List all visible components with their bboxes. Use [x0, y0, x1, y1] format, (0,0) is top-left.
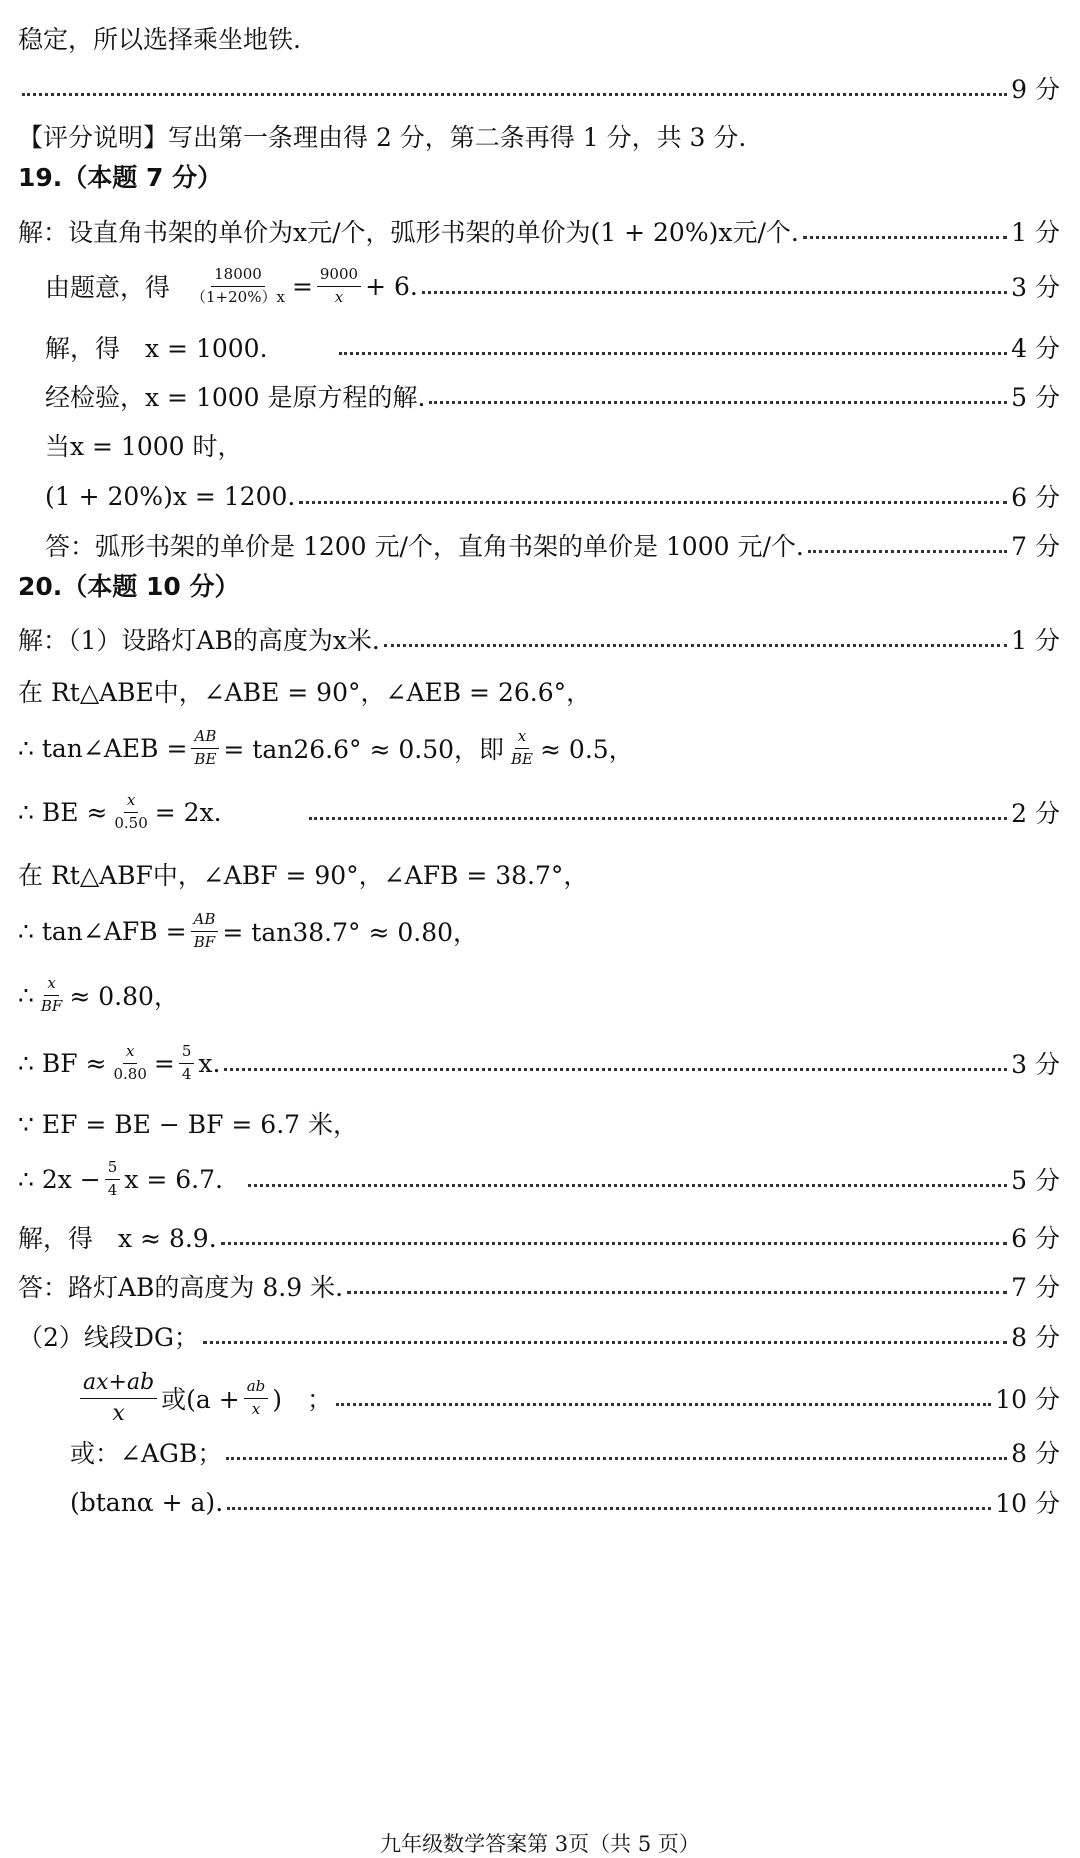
question-20-heading: 20.（本题 10 分）: [18, 572, 240, 601]
q19-step-1: 解：设直角书架的单价为x元/个，弧形书架的单价为(1 + 20%)x元/个. 1 分: [18, 209, 1060, 253]
text-line: 稳定，所以选择乘坐地铁.: [18, 25, 301, 54]
q20-step-3: ∴ tan∠AEB = $\frac{AB}{BE}$ = tan26.6° ≈ 0.50，即 $\frac{x}{BE}$ ≈ 0.5，: [18, 727, 634, 768]
fraction: $\frac{ab}{x}$: [244, 1378, 269, 1418]
question-19-heading: 19.（本题 7 分）: [18, 163, 223, 192]
fraction: $\frac{18000}{(1+20\%)x}$: [191, 265, 285, 306]
score-label: 10 分: [995, 1385, 1060, 1414]
q20-step-7: ∴ $\frac{x}{BF}$ ≈ 0.80，: [18, 974, 179, 1015]
fraction: $\frac{x}{BF}$: [40, 974, 63, 1015]
dot-leader: [309, 817, 1007, 820]
dot-leader: [339, 352, 1007, 355]
q19-step-3: 解，得 x = 1000. 4 分: [45, 325, 1060, 369]
fraction: $\frac{x}{0.80}$: [113, 1042, 147, 1083]
q20-step-1: 解：（1）设路灯AB的高度为x米. 1 分: [18, 617, 1060, 661]
fraction: $\frac{AB}{BE}$: [191, 728, 219, 768]
dot-leader: [226, 1457, 1007, 1460]
dot-leader: [221, 1242, 1007, 1245]
score-label: 2 分: [1011, 799, 1060, 828]
score-label: 8 分: [1011, 1323, 1060, 1352]
scoring-note: 【评分说明】写出第一条理由得 2 分，第二条再得 1 分，共 3 分.: [18, 123, 747, 152]
fraction: $\frac{9000}{x}$: [317, 266, 361, 306]
q20-step-5: 在 Rt△ABF中，∠ABF = 90°，∠AFB = 38.7°，: [18, 861, 589, 890]
dot-leader: [227, 1507, 991, 1510]
dot-leader: [22, 93, 1007, 96]
q19-step-4: 经检验，x = 1000 是原方程的解. 5 分: [45, 374, 1060, 418]
q20-step-6: ∴ tan∠AFB = $\frac{AB}{BF}$ = tan38.7° ≈ 0.80，: [18, 910, 479, 951]
q19-step-5: 当x = 1000 时，: [45, 432, 243, 461]
score-label: 5 分: [1011, 1166, 1060, 1195]
score-label: 4 分: [1011, 334, 1060, 363]
score-label: 3 分: [1011, 1050, 1060, 1079]
dot-leader: [224, 1068, 1007, 1071]
q20-part-2-alt: 或：∠AGB； 8 分: [70, 1430, 1060, 1474]
dot-leader: [203, 1341, 1007, 1344]
q19-step-2: 由题意，得 $\frac{18000}{(1+20\%)x}$ = $\frac{9000}{x}$ + 6. 3 分: [45, 265, 1060, 306]
score-label: 8 分: [1011, 1439, 1060, 1468]
fraction: $\frac{5}{4}$: [179, 1043, 195, 1083]
score-label: 7 分: [1011, 532, 1060, 561]
q20-step-8: ∴ BF ≈ $\frac{x}{0.80}$ = $\frac{5}{4}$ x. 3 分: [18, 1042, 1060, 1083]
fraction: $\frac{ax+ab}{x}$: [80, 1370, 157, 1426]
dot-leader: [347, 1291, 1007, 1294]
score-label: 1 分: [1011, 626, 1060, 655]
q19-answer: 答：弧形书架的单价是 1200 元/个，直角书架的单价是 1000 元/个. 7 分: [45, 523, 1060, 567]
q20-answer: 答：路灯AB的高度为 8.9 米. 7 分: [18, 1264, 1060, 1308]
score-label: 1 分: [1011, 218, 1060, 247]
dot-leader: [336, 1403, 991, 1406]
dot-leader: [803, 236, 1007, 239]
dot-leader: [384, 644, 1007, 647]
page-footer: 九年级数学答案第 3页（共 5 页）: [380, 1832, 700, 1856]
q20-step-9: ∵ EF = BE − BF = 6.7 米，: [18, 1110, 359, 1139]
score-label: 3 分: [1011, 273, 1060, 302]
q20-part-2-alt-expression: (btanα + a). 10 分: [70, 1480, 1060, 1524]
fraction: $\frac{AB}{BF}$: [191, 911, 219, 951]
q20-part-2-expression: $\frac{ax+ab}{x}$ 或(a + $\frac{ab}{x}$ ) ； 10 分: [70, 1376, 1060, 1420]
score-label: 6 分: [1011, 483, 1060, 512]
dot-leader: [808, 550, 1007, 553]
dot-leader: [248, 1184, 1007, 1187]
fraction: $\frac{5}{4}$: [105, 1159, 121, 1199]
fraction: $\frac{x}{BE}$: [511, 727, 534, 768]
dot-leader: [299, 501, 1007, 504]
q19-step-6: (1 + 20%)x = 1200. 6 分: [45, 474, 1060, 518]
q20-step-10: ∴ 2x − $\frac{5}{4}$ x = 6.7. 5 分: [18, 1158, 1060, 1199]
q20-step-11: 解，得 x ≈ 8.9. 6 分: [18, 1215, 1060, 1259]
dot-leader: [422, 291, 1007, 294]
q20-step-2: 在 Rt△ABE中，∠ABE = 90°，∠AEB = 26.6°，: [18, 678, 592, 707]
score-label: 10 分: [995, 1489, 1060, 1518]
score-label: 7 分: [1011, 1273, 1060, 1302]
dot-leader: [429, 401, 1007, 404]
q20-step-4: ∴ BE ≈ $\frac{x}{0.50}$ = 2x. 2 分: [18, 791, 1060, 832]
score-line: [18, 66, 1060, 110]
score-label: 9 分: [1011, 75, 1060, 104]
score-label: 5 分: [1011, 383, 1060, 412]
q20-part-2: （2）线段DG； 8 分: [18, 1314, 1060, 1358]
fraction: $\frac{x}{0.50}$: [114, 791, 148, 832]
score-label: 6 分: [1011, 1224, 1060, 1253]
